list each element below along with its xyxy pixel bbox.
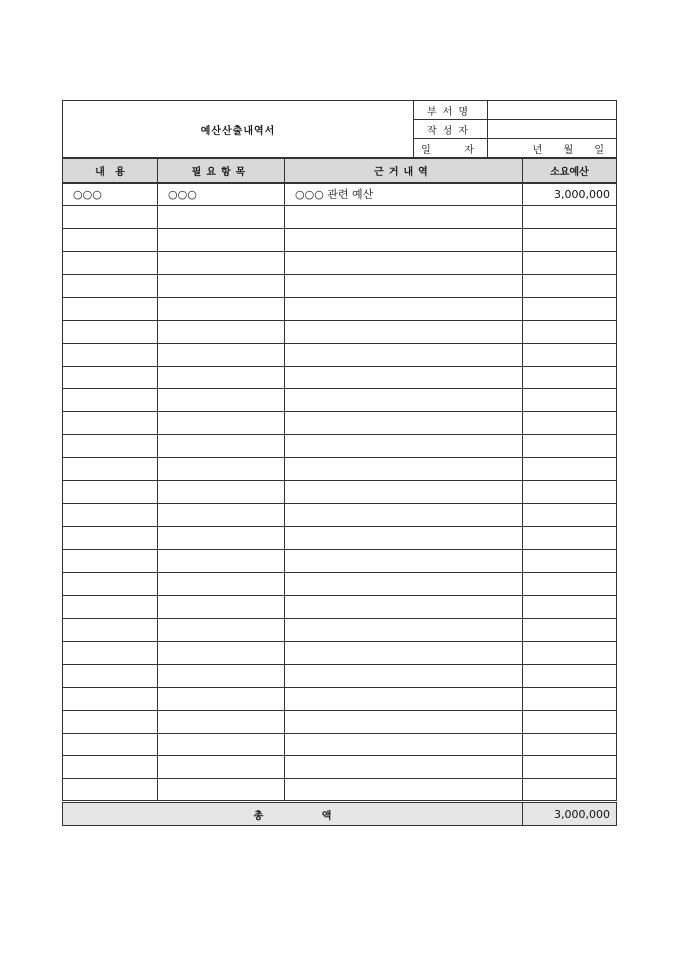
cell-budget[interactable] [523,572,617,595]
cell-content[interactable] [63,733,158,756]
cell-basis[interactable] [285,756,523,779]
table-row [63,687,617,710]
table-row [63,595,617,618]
author-label: 작성자 [414,120,488,139]
cell-budget[interactable] [523,366,617,389]
cell-basis[interactable] [285,251,523,274]
cell-item[interactable] [158,756,285,779]
cell-basis[interactable] [285,343,523,366]
cell-content[interactable] [63,412,158,435]
cell-budget[interactable] [523,251,617,274]
document-title: 예산산출내역서 [63,101,414,158]
cell-item[interactable] [158,297,285,320]
cell-content[interactable] [63,572,158,595]
cell-budget[interactable] [523,481,617,504]
cell-item[interactable]: ○○○ [158,183,285,206]
table-row [63,274,617,297]
author-field[interactable] [488,120,617,139]
header-table [62,100,617,158]
cell-item[interactable] [158,458,285,481]
budget-table [62,158,617,826]
cell-content[interactable] [63,366,158,389]
cell-budget[interactable]: 3,000,000 [523,183,617,206]
cell-basis[interactable] [285,733,523,756]
cell-content[interactable] [63,504,158,527]
cell-item[interactable] [158,205,285,228]
cell-content[interactable] [63,618,158,641]
cell-basis[interactable] [285,297,523,320]
cell-item[interactable] [158,504,285,527]
cell-item[interactable] [158,779,285,802]
cell-item[interactable] [158,641,285,664]
col-header-basis: 근거내역 [285,159,523,183]
table-row [63,550,617,573]
cell-basis[interactable] [285,435,523,458]
table-row [63,389,617,412]
cell-basis[interactable] [285,274,523,297]
cell-item[interactable] [158,550,285,573]
total-value: 3,000,000 [523,802,617,826]
cell-content[interactable] [63,205,158,228]
cell-basis[interactable] [285,664,523,687]
cell-item[interactable] [158,320,285,343]
cell-basis[interactable] [285,550,523,573]
cell-content[interactable] [63,710,158,733]
cell-budget[interactable] [523,595,617,618]
table-row [63,779,617,802]
cell-basis[interactable] [285,618,523,641]
cell-content[interactable] [63,756,158,779]
table-row [63,228,617,251]
cell-item[interactable] [158,733,285,756]
cell-budget[interactable] [523,205,617,228]
cell-item[interactable] [158,618,285,641]
dept-field[interactable] [488,101,617,120]
cell-content[interactable]: ○○○ [63,183,158,206]
cell-budget[interactable] [523,320,617,343]
table-row [63,504,617,527]
cell-item[interactable] [158,274,285,297]
cell-budget[interactable] [523,710,617,733]
cell-item[interactable] [158,412,285,435]
cell-budget[interactable] [523,550,617,573]
cell-budget[interactable] [523,527,617,550]
cell-budget[interactable] [523,412,617,435]
cell-item[interactable] [158,664,285,687]
cell-item[interactable] [158,366,285,389]
cell-basis[interactable] [285,595,523,618]
cell-content[interactable] [63,389,158,412]
cell-content[interactable] [63,435,158,458]
cell-content[interactable] [63,550,158,573]
cell-budget[interactable] [523,297,617,320]
date-field[interactable]: 년 월 일 [488,139,617,158]
cell-basis[interactable] [285,389,523,412]
cell-basis[interactable] [285,205,523,228]
cell-content[interactable] [63,320,158,343]
cell-budget[interactable] [523,458,617,481]
cell-content[interactable] [63,274,158,297]
table-row [63,664,617,687]
cell-basis[interactable] [285,527,523,550]
cell-basis[interactable] [285,366,523,389]
cell-content[interactable] [63,527,158,550]
table-row [63,458,617,481]
cell-basis[interactable] [285,481,523,504]
cell-basis[interactable] [285,572,523,595]
cell-basis[interactable] [285,458,523,481]
cell-item[interactable] [158,687,285,710]
table-row [63,251,617,274]
table-row [63,641,617,664]
table-row [63,205,617,228]
cell-budget[interactable] [523,389,617,412]
cell-item[interactable] [158,710,285,733]
cell-budget[interactable] [523,618,617,641]
column-header-row [63,159,617,183]
table-row [63,320,617,343]
cell-item[interactable] [158,595,285,618]
cell-item[interactable] [158,389,285,412]
cell-content[interactable] [63,481,158,504]
cell-basis[interactable] [285,320,523,343]
cell-item[interactable] [158,435,285,458]
cell-item[interactable] [158,527,285,550]
cell-basis[interactable]: ○○○ 관련 예산 [285,183,523,206]
cell-budget[interactable] [523,756,617,779]
cell-budget[interactable] [523,733,617,756]
cell-budget[interactable] [523,274,617,297]
table-row [63,435,617,458]
cell-item[interactable] [158,343,285,366]
table-row [63,412,617,435]
table-row [63,366,617,389]
table-row [63,527,617,550]
cell-budget[interactable] [523,504,617,527]
cell-content[interactable] [63,228,158,251]
table-row [63,710,617,733]
cell-content[interactable] [63,251,158,274]
cell-basis[interactable] [285,412,523,435]
cell-basis[interactable] [285,710,523,733]
budget-document [62,100,616,826]
col-header-content: 내 용 [63,159,158,183]
cell-basis[interactable] [285,687,523,710]
table-row [63,481,617,504]
cell-content[interactable] [63,779,158,802]
cell-budget[interactable] [523,641,617,664]
cell-budget[interactable] [523,687,617,710]
cell-content[interactable] [63,458,158,481]
cell-content[interactable] [63,595,158,618]
table-row [63,343,617,366]
cell-content[interactable] [63,297,158,320]
cell-content[interactable] [63,641,158,664]
cell-budget[interactable] [523,435,617,458]
dept-label: 부서명 [414,101,488,120]
cell-budget[interactable] [523,228,617,251]
cell-budget[interactable] [523,664,617,687]
col-header-budget: 소요예산 [523,159,617,183]
cell-basis[interactable] [285,228,523,251]
table-row [63,733,617,756]
cell-budget[interactable] [523,779,617,802]
table-row [63,618,617,641]
date-label: 일 자 [414,139,488,158]
cell-item[interactable] [158,228,285,251]
table-row [63,183,617,206]
cell-basis[interactable] [285,779,523,802]
cell-item[interactable] [158,251,285,274]
cell-content[interactable] [63,343,158,366]
table-row [63,572,617,595]
cell-budget[interactable] [523,343,617,366]
cell-content[interactable] [63,664,158,687]
cell-basis[interactable] [285,641,523,664]
cell-item[interactable] [158,572,285,595]
cell-item[interactable] [158,481,285,504]
total-label: 총 액 [63,802,523,826]
cell-basis[interactable] [285,504,523,527]
table-row [63,297,617,320]
table-row [63,756,617,779]
cell-content[interactable] [63,687,158,710]
col-header-item: 필요항목 [158,159,285,183]
total-row [63,802,617,826]
